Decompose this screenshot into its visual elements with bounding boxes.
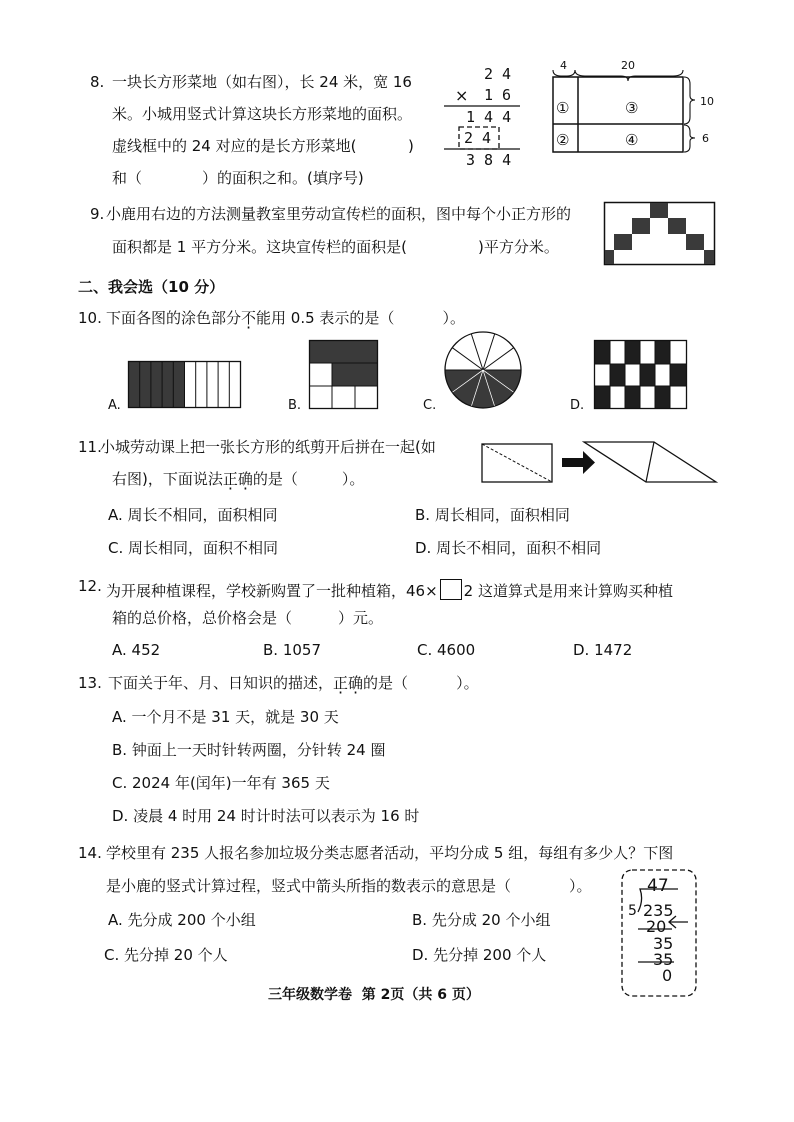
division-quotient: 47: [647, 876, 669, 896]
q9-line2a: 面积都是 1 平方分米。这块宣传栏的面积是(: [112, 238, 407, 256]
diagram-region-4: ④: [625, 131, 639, 149]
q8-line3a: 虚线框中的 24 对应的是长方形菜地(: [112, 137, 357, 155]
q13-text: 下面关于年、月、日知识的描述，正确的是（ ）。: [108, 674, 479, 692]
q13-option-c[interactable]: C. 2024 年(闰年)一年有 365 天: [112, 774, 330, 792]
q12-line1: 为开展种植课程，学校新购置了一批种植箱，46× 2 这道算式是用来计算购买种植: [106, 579, 673, 600]
q10-option-b-label[interactable]: B.: [288, 398, 302, 413]
q8-number: 8.: [90, 73, 105, 91]
q10-number: 10.: [78, 309, 102, 327]
q12-line2: 箱的总价格，总价格会是（ ）元。: [112, 609, 384, 627]
diagram-region-2: ②: [556, 131, 570, 149]
division-step-20: 20: [646, 917, 667, 936]
calc-row3: 1 4 4: [466, 108, 512, 126]
calc-lines: [438, 60, 528, 160]
division-step-35a: 35: [653, 934, 674, 953]
q13-option-a[interactable]: A. 一个月不是 31 天，就是 30 天: [112, 708, 339, 726]
q13-option-d[interactable]: D. 凌晨 4 时用 24 时计时法可以表示为 16 时: [112, 807, 420, 825]
division-dividend: 235: [643, 901, 674, 920]
q12-option-c[interactable]: C. 4600: [417, 641, 476, 659]
q14-line2: 是小鹿的竖式计算过程，竖式中箭头所指的数表示的意思是（ ）。: [106, 877, 592, 895]
division-remainder: 0: [662, 966, 673, 985]
q14-line1: 学校里有 235 人报名参加垃圾分类志愿者活动，平均分成 5 组，每组有多少人？下图: [106, 844, 674, 862]
q9-line2b: )平方分米。: [478, 238, 559, 256]
q10-text: 下面各图的涂色部分不能用 0.5 表示的是（ ）。: [106, 309, 465, 327]
q11-cut-line: [482, 444, 552, 482]
q11-number: 11.: [78, 438, 102, 456]
q14-option-c[interactable]: C. 先分掉 20 个人: [104, 946, 228, 964]
q11-cut-paper-figure: [478, 438, 728, 488]
q12-option-a[interactable]: A. 452: [112, 641, 161, 659]
q11-arrow-icon: [562, 451, 595, 474]
calc-row5: 3 8 4: [466, 151, 512, 169]
q12-number: 12.: [78, 577, 102, 595]
q11-option-c[interactable]: C. 周长相同，面积不相同: [108, 539, 279, 557]
calc-times-sign: ×: [455, 86, 469, 105]
q9-number: 9.: [90, 205, 105, 223]
q13-number: 13.: [78, 674, 102, 692]
q10-option-a-figure[interactable]: [128, 361, 244, 409]
diagram-region-3: ③: [625, 99, 639, 117]
q10-option-d-figure[interactable]: [594, 340, 690, 410]
q11-option-a[interactable]: A. 周长不相同，面积相同: [108, 506, 278, 524]
calc-row2: 1 6: [484, 86, 512, 104]
q12-blank-box: [440, 579, 462, 600]
q8-line3b: ): [408, 137, 414, 155]
q8-line2: 米。小城用竖式计算这块长方形菜地的面积。: [112, 105, 413, 123]
q14-number: 14.: [78, 844, 102, 862]
section2-title: 二、我会选（10 分）: [78, 278, 225, 296]
calc-row4: 2 4: [464, 129, 492, 147]
q10-option-b-figure[interactable]: [309, 340, 379, 410]
diagram-label-10: 10: [700, 95, 714, 108]
q12-option-b[interactable]: B. 1057: [263, 641, 322, 659]
q11-option-d[interactable]: D. 周长不相同，面积不相同: [415, 539, 602, 557]
q14-option-a[interactable]: A. 先分成 200 个小组: [108, 911, 256, 929]
diagram-label-6: 6: [702, 132, 709, 145]
diagram-label-4: 4: [560, 59, 567, 72]
q10-option-c-label[interactable]: C.: [423, 398, 437, 413]
q11-line2: 右图)，下面说法正确的是（ ）。: [112, 470, 365, 488]
q8-line1: 一块长方形菜地（如右图），长 24 米，宽 16: [112, 73, 412, 91]
diagram-label-20: 20: [621, 59, 635, 72]
diagram-region-1: ①: [556, 99, 570, 117]
q11-line1: 小城劳动课上把一张长方形的纸剪开后拼在一起(如: [100, 438, 436, 456]
q13-option-b[interactable]: B. 钟面上一天时针转两圈，分针转 24 圈: [112, 741, 386, 759]
q9-line1: 小鹿用右边的方法测量教室里劳动宣传栏的面积，图中每个小正方形的: [106, 205, 572, 223]
q14-option-d[interactable]: D. 先分掉 200 个人: [412, 946, 547, 964]
q10-option-c-figure[interactable]: [443, 330, 525, 412]
calc-dashed-box: [459, 127, 499, 149]
q11-option-b[interactable]: B. 周长相同，面积相同: [415, 506, 570, 524]
calc-row1: 2 4: [484, 65, 512, 83]
page-footer: 三年级数学卷 第 2页（共 6 页）: [268, 987, 480, 1003]
q10-option-d-label[interactable]: D.: [570, 398, 585, 413]
q8-line4a: 和（: [112, 169, 143, 187]
q12-option-d[interactable]: D. 1472: [573, 641, 633, 659]
q8-line4b: ）的面积之和。(填序号): [202, 169, 364, 187]
division-step-35b: 35: [653, 950, 674, 969]
q9-grid-figure: [604, 202, 716, 266]
division-divisor: 5: [628, 903, 637, 919]
q14-option-b[interactable]: B. 先分成 20 个小组: [412, 911, 551, 929]
q10-option-a-label[interactable]: A.: [108, 398, 121, 413]
